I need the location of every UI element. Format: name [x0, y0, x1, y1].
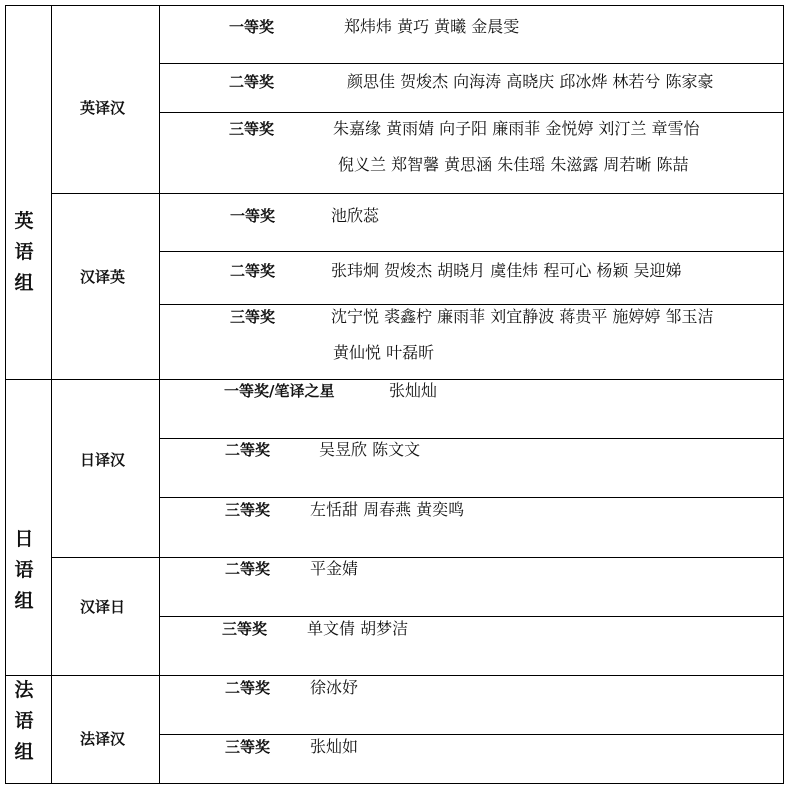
group-label-french — [12, 675, 36, 768]
winner-names: 吴昱欣 陈文文 — [319, 440, 421, 459]
award-level: 二等奖 — [225, 560, 271, 578]
award-level: 一等奖 — [230, 207, 276, 225]
award-sep — [159, 438, 784, 439]
award-sep — [159, 734, 784, 735]
winner-names: 朱嘉缘 黄雨婧 向子阳 廉雨菲 金悦婷 刘汀兰 章雪怡 — [333, 119, 700, 138]
group-char: 语 — [14, 710, 34, 732]
border-left — [5, 5, 6, 784]
award-sep — [159, 616, 784, 617]
section-label: 日译汉 — [80, 451, 126, 469]
group-char: 组 — [14, 741, 34, 763]
section-label: 法译汉 — [80, 730, 126, 748]
award-level: 三等奖 — [222, 620, 268, 638]
section-sep-1 — [51, 193, 784, 194]
award-level: 三等奖 — [229, 120, 275, 138]
award-level: 三等奖 — [225, 501, 271, 519]
award-level: 二等奖 — [229, 73, 275, 91]
winner-names: 平金婧 — [310, 559, 359, 578]
winner-names: 张玮炯 贺焌杰 胡晓月 虞佳炜 程可心 杨颖 吴迎娣 — [331, 261, 682, 280]
winner-names: 池欣蕊 — [331, 206, 380, 225]
award-level: 三等奖 — [230, 308, 276, 326]
col-sep-group — [51, 5, 52, 784]
group-char: 语 — [14, 559, 34, 581]
section-sep-2 — [51, 557, 784, 558]
group-char: 日 — [14, 528, 34, 550]
group-char: 语 — [14, 241, 34, 263]
group-sep-1 — [5, 379, 784, 380]
winner-names: 沈宁悦 裘鑫柠 廉雨菲 刘宜静波 蒋贵平 施婷婷 邹玉洁 — [331, 307, 714, 326]
col-sep-section — [159, 5, 160, 784]
section-label: 汉译日 — [80, 598, 126, 616]
winner-names: 单文倩 胡梦洁 — [307, 619, 409, 638]
winner-names: 颜思佳 贺焌杰 向海涛 高晓庆 邱冰烨 林若兮 陈家豪 — [347, 72, 714, 91]
winner-names: 黄仙悦 叶磊昕 — [333, 343, 435, 362]
section-label: 英译汉 — [80, 99, 126, 117]
award-sep — [159, 112, 784, 113]
winner-names: 郑炜炜 黄巧 黄曦 金晨雯 — [344, 17, 520, 36]
award-sep — [159, 304, 784, 305]
border-right — [783, 5, 784, 784]
winner-names: 张灿灿 — [389, 381, 438, 400]
section-label: 汉译英 — [80, 268, 126, 286]
award-sep — [159, 497, 784, 498]
group-char: 英 — [14, 210, 34, 232]
group-char: 组 — [14, 272, 34, 294]
award-level: 二等奖 — [225, 679, 271, 697]
winner-names: 倪义兰 郑智馨 黄思涵 朱佳瑶 朱滋露 周若晰 陈喆 — [338, 155, 689, 174]
border-bottom — [5, 783, 784, 784]
award-level: 一等奖/笔译之星 — [224, 382, 335, 400]
winner-names: 徐冰妤 — [310, 678, 359, 697]
award-level: 二等奖 — [230, 262, 276, 280]
group-char: 法 — [14, 679, 34, 701]
award-sep — [159, 63, 784, 64]
winner-names: 张灿如 — [310, 737, 359, 756]
group-label-english — [12, 206, 36, 299]
border-top — [5, 5, 784, 6]
award-level: 三等奖 — [225, 738, 271, 756]
group-label-japanese — [12, 524, 36, 617]
award-level: 二等奖 — [225, 441, 271, 459]
group-char: 组 — [14, 590, 34, 612]
group-sep-2 — [5, 675, 784, 676]
award-sep — [159, 251, 784, 252]
winner-names: 左恬甜 周春燕 黄奕鸣 — [310, 500, 465, 519]
award-level: 一等奖 — [229, 18, 275, 36]
